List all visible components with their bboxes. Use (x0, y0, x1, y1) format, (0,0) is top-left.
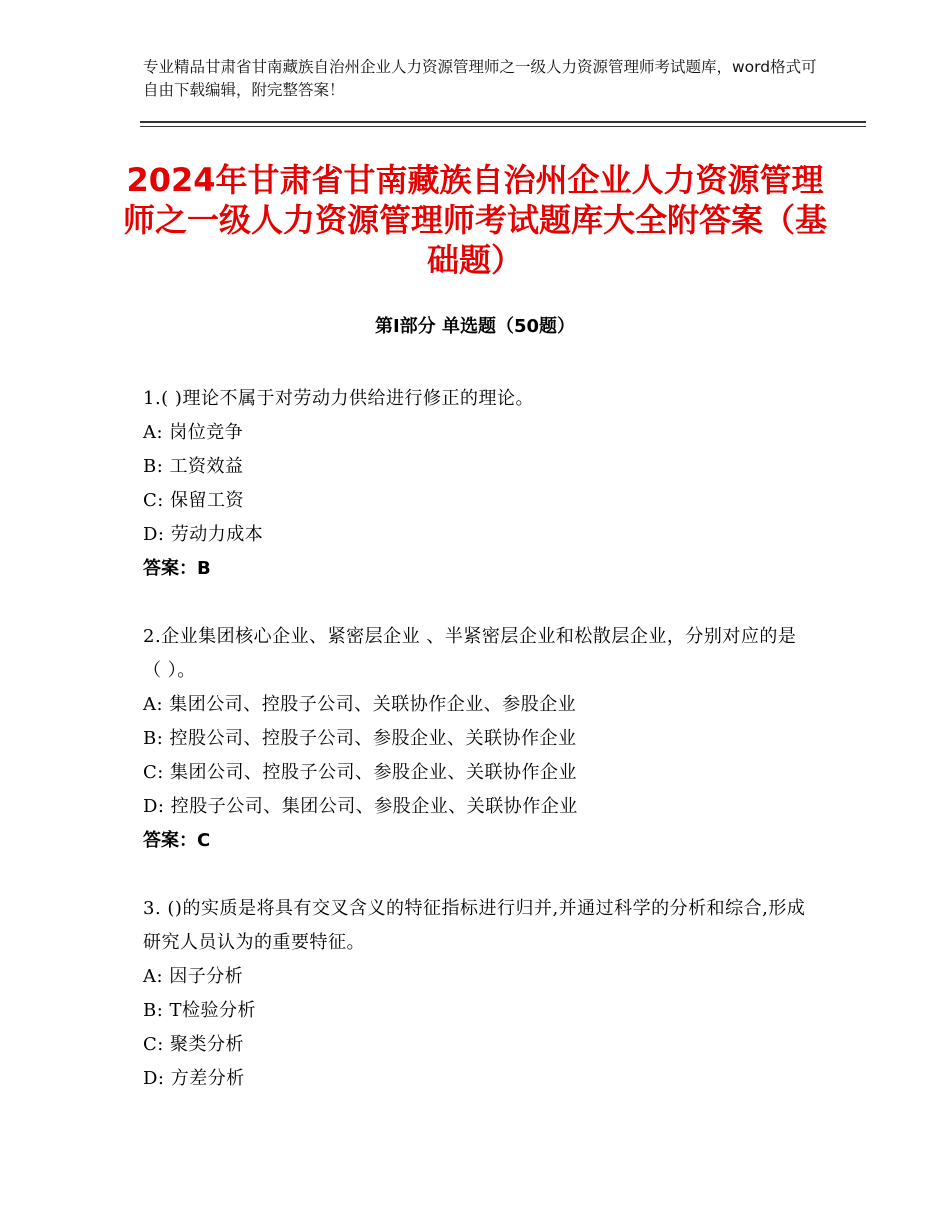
option-a: A: 岗位竞争 (143, 422, 244, 443)
document-title: 2024年甘肃省甘南藏族自治州企业人力资源管理师之一级人力资源管理师考试题库大全附答案（基础题） (122, 161, 827, 279)
option-d: D: 方差分析 (143, 1068, 245, 1089)
question-1 (143, 382, 813, 586)
option-c: C: 集团公司、控股子公司、参股企业、关联协作企业 (143, 762, 578, 783)
question-stem: 1.( )理论不属于对劳动力供给进行修正的理论。 (143, 388, 534, 409)
question-stem: 3. ()的实质是将具有交叉含义的特征指标进行归并,并通过科学的分析和综合,形成研究人员认为的重要特征。 (143, 898, 806, 953)
question-2 (143, 620, 813, 858)
section-title: 第Ⅰ部分 单选题（50题） (374, 316, 575, 337)
option-d: D: 劳动力成本 (143, 524, 264, 545)
answer: 答案：B (143, 558, 211, 579)
question-stem: 2.企业集团核心企业、紧密层企业 、半紧密层企业和松散层企业，分别对应的是（ ）。 (143, 626, 797, 681)
option-b: B: 工资效益 (143, 456, 244, 477)
header-note: 专业精品甘肃省甘南藏族自治州企业人力资源管理师之一级人力资源管理师考试题库，word格式可自由下载编辑，附完整答案！ (143, 58, 817, 99)
option-b: B: T检验分析 (143, 1000, 257, 1021)
option-d: D: 控股子公司、集团公司、参股企业、关联协作企业 (143, 796, 578, 817)
option-c: C: 保留工资 (143, 490, 245, 511)
question-3 (143, 892, 813, 1096)
option-a: A: 集团公司、控股子公司、关联协作企业、参股企业 (143, 694, 577, 715)
answer: 答案：C (143, 830, 211, 851)
option-a: A: 因子分析 (143, 966, 244, 987)
header-rule-thick (140, 121, 866, 123)
question-list (143, 382, 813, 1130)
option-c: C: 聚类分析 (143, 1034, 245, 1055)
header-rule-thin (140, 126, 866, 127)
option-b: B: 控股公司、控股子公司、参股企业、关联协作企业 (143, 728, 577, 749)
